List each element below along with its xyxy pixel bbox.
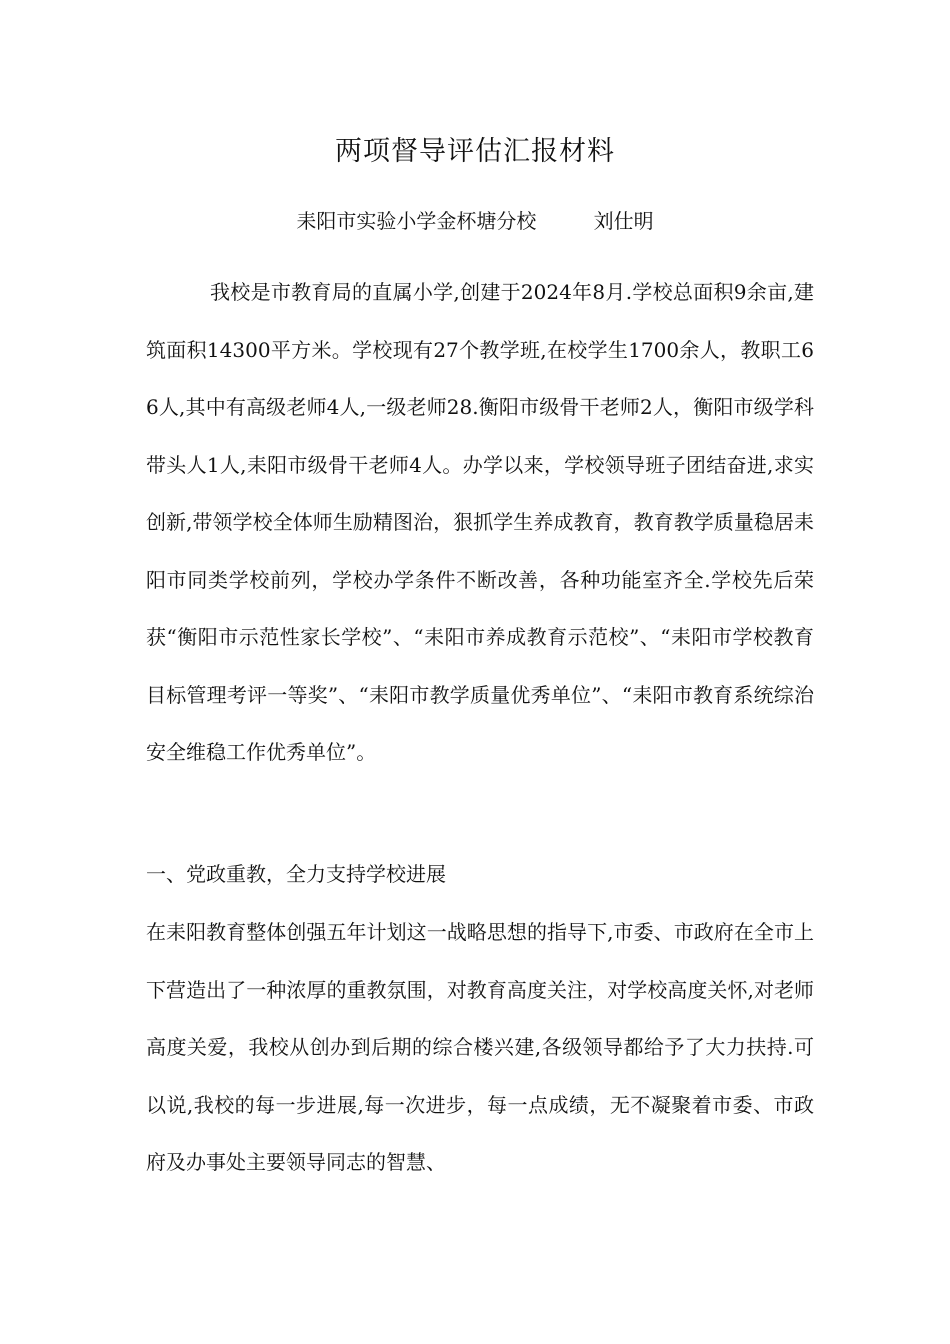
section-heading: 一、党政重教，全力支持学校进展 bbox=[146, 862, 446, 886]
section-paragraph: 在耒阳教育整体创强五年计划这一战略思想的指导下,市委、市政府在全市上下营造出了一种浓厚的重教氛围，对教育高度关注，对学校高度关怀,对老师高度关爱，我校从创办到后期的综合楼兴建,各级领导都给予了大力扶持.可以说,我校的每一步进展,每一次进步，每一点成绩，无不凝聚着市委、市政府及办事处主要领导同志的智慧、 bbox=[146, 920, 814, 1174]
author-byline: 耒阳市实验小学金杯塘分校 刘仕明 bbox=[296, 209, 654, 233]
document-title: 两项督导评估汇报材料 bbox=[335, 136, 615, 167]
intro-paragraph: 我校是市教育局的直属小学,创建于2024年8月.学校总面积9余亩,建筑面积14300平方米。学校现有27个教学班,在校学生1700余人，教职工66人,其中有高级老师4人,一级老师28.衡阳市级骨干老师2人，衡阳市级学科带头人1人,耒阳市级骨干老师4人。办学以来，学校领导班子团结奋进,求实创新,带领学校全体师生励精图治，狠抓学生养成教育，教育教学质量稳居耒阳市同类学校前列，学校办学条件不断改善，各种功能室齐全.学校先后荣获“衡阳市示范性家长学校”、“耒阳市养成教育示范校”、“耒阳市学校教育目标管理考评一等奖”、“耒阳市教学质量优秀单位”、“耒阳市教育系统综治安全维稳工作优秀单位”。 bbox=[146, 280, 814, 764]
